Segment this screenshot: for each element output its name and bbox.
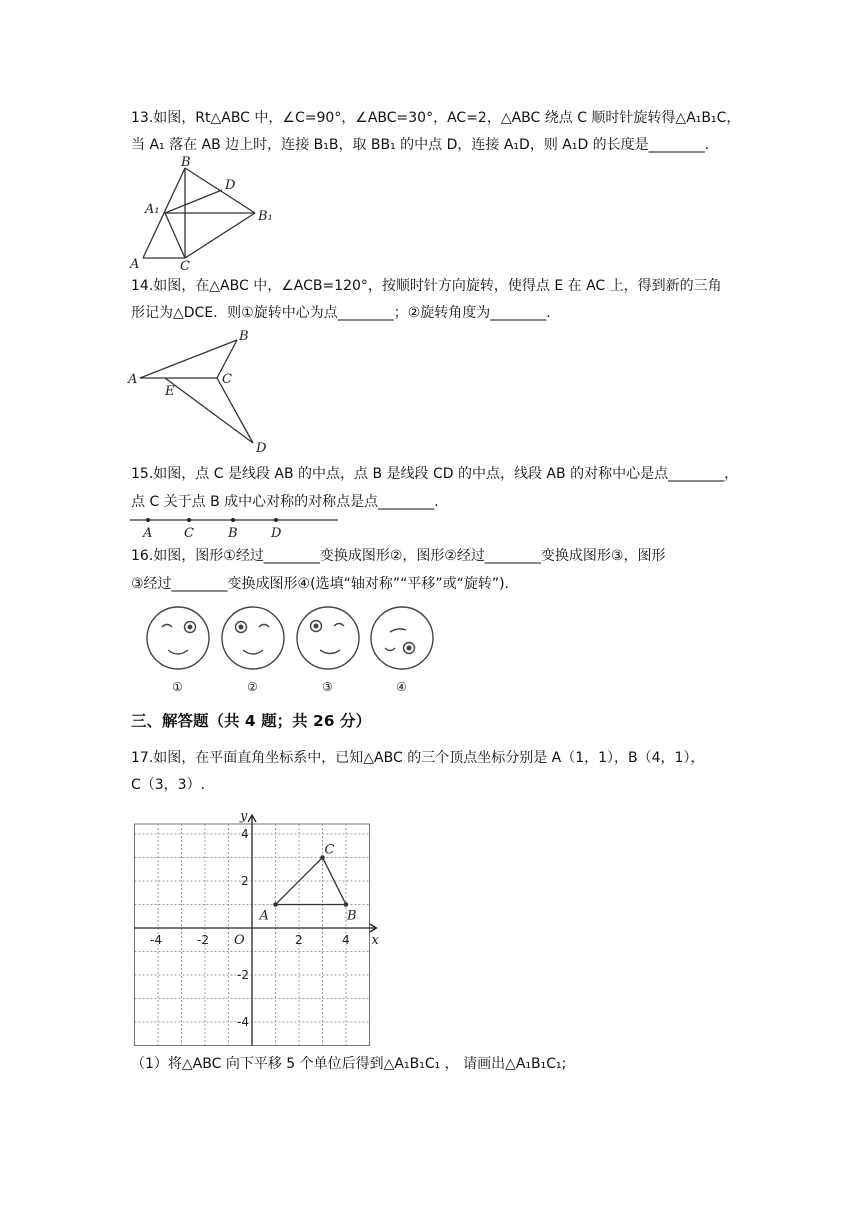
q15-point-c — [187, 518, 191, 522]
q15-point-a — [146, 518, 150, 522]
q13-label-b1: B₁ — [258, 209, 273, 224]
q13-side-b1c — [185, 213, 255, 258]
q13-text-line2: 当 A₁ 落在 AB 边上时，连接 B₁B，取 BB₁ 的中点 D，连接 A₁D，则 A₁D 的长度是________. — [131, 137, 710, 153]
q16-figure — [140, 600, 440, 700]
point-label-a: A — [259, 908, 269, 924]
y-tick-label: 2 — [241, 874, 249, 888]
q16-caption-4: ④ — [396, 680, 407, 694]
q14-label-c: C — [222, 372, 232, 387]
q17-subquestion-1: （1）将△ABC 向下平移 5 个单位后得到△A₁B₁C₁ ， 请画出△A₁B₁C₁; — [131, 1056, 567, 1072]
point-label-c: C — [324, 842, 335, 858]
q15-figure — [125, 512, 345, 542]
q17-coordinate-grid — [120, 800, 390, 1040]
q14-label-a: A — [128, 372, 138, 387]
q13-figure — [125, 153, 285, 273]
q15-label-c: C — [184, 526, 194, 541]
q14-text-line2: 形记为△DCE．则①旋转中心为点________；②旋转角度为________. — [131, 305, 551, 321]
q13-label-b: B — [181, 155, 191, 170]
q17-text-line2: C（3，3）. — [131, 777, 206, 793]
x-axis-label: x — [371, 933, 379, 948]
q16-face-1 — [147, 607, 209, 669]
q16-face-2 — [222, 607, 284, 669]
q15-point-b — [231, 518, 235, 522]
q14-label-e: E — [165, 384, 175, 399]
q14-side-cd — [217, 378, 253, 443]
q15-label-d: D — [271, 526, 282, 541]
q15-point-d — [274, 518, 278, 522]
point-label-b: B — [347, 908, 357, 924]
q16-caption-2: ② — [247, 680, 258, 694]
y-tick-label: -4 — [237, 1015, 249, 1029]
q15-label-b: B — [228, 526, 238, 541]
q16-caption-3: ③ — [322, 680, 333, 694]
q15-text-line1: 15.如图，点 C 是线段 AB 的中点，点 B 是线段 CD 的中点，线段 AB 的对称中心是点________， — [131, 466, 739, 482]
q16-caption-1: ① — [172, 680, 183, 694]
q13-label-c: C — [180, 259, 190, 274]
origin-label: O — [234, 933, 245, 948]
y-axis-label: y — [240, 809, 248, 824]
x-tick-label: 2 — [295, 933, 303, 947]
q13-side-a1c — [165, 213, 185, 258]
vertex-point — [344, 903, 347, 906]
q14-figure — [125, 325, 285, 460]
q14-label-b: B — [239, 329, 249, 344]
q14-side-ed — [165, 378, 253, 443]
q13-text-line1: 13.如图，Rt△ABC 中，∠C=90°，∠ABC=30°，AC=2，△ABC 绕点 C 顺时针旋转得△A₁B₁C， — [131, 110, 741, 126]
section-heading: 三、解答题（共 4 题；共 26 分） — [131, 712, 371, 730]
x-tick-label: 4 — [342, 933, 350, 947]
q16-face-3 — [297, 607, 359, 669]
q13-label-a: A — [130, 257, 140, 272]
q16-face-4 — [371, 607, 433, 669]
q13-label-d: D — [225, 178, 236, 193]
q16-text-line1: 16.如图，图形①经过________变换成图形②，图形②经过________变换成图形③，图形 — [131, 548, 666, 564]
y-tick-label: -2 — [237, 968, 249, 982]
y-tick-label: 4 — [241, 827, 249, 841]
q16-text-line2: ③经过________变换成图形④(选填“轴对称”“平移”或“旋转”). — [131, 576, 509, 592]
q14-label-d: D — [256, 441, 267, 456]
q15-text-line2: 点 C 关于点 B 成中心对称的对称点是点________. — [131, 494, 439, 510]
q14-text-line1: 14.如图，在△ABC 中，∠ACB=120°，按顺时针方向旋转，使得点 E 在 AC 上，得到新的三角 — [131, 278, 722, 294]
q13-label-a1: A₁ — [145, 202, 160, 217]
x-tick-label: -4 — [150, 933, 162, 947]
x-tick-label: -2 — [197, 933, 209, 947]
q15-label-a: A — [143, 526, 153, 541]
vertex-point — [274, 903, 277, 906]
q17-text-line1: 17.如图，在平面直角坐标系中，已知△ABC 的三个顶点坐标分别是 A（1，1），B（4，1）， — [131, 750, 705, 766]
